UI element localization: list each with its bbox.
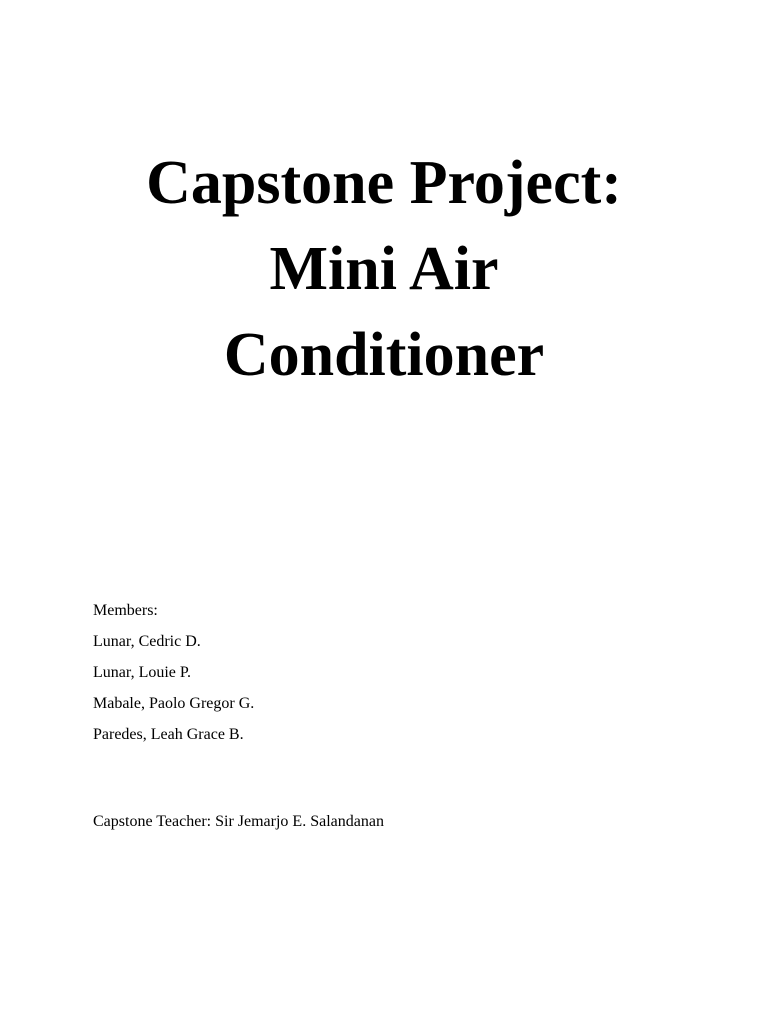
title-line-1: Capstone Project: (146, 149, 622, 217)
members-section (93, 595, 254, 750)
members-heading: Members: (93, 602, 158, 619)
member-name: Lunar, Cedric D. (93, 633, 201, 650)
member-name: Paredes, Leah Grace B. (93, 726, 244, 743)
capstone-teacher: Capstone Teacher: Sir Jemarjo E. Salandanan (93, 813, 384, 830)
member-name: Lunar, Louie P. (93, 664, 192, 681)
title-line-2: Mini Air (269, 235, 499, 303)
title-line-3: Conditioner (223, 321, 545, 389)
document-title (0, 140, 768, 398)
member-name: Mabale, Paolo Gregor G. (93, 695, 255, 712)
